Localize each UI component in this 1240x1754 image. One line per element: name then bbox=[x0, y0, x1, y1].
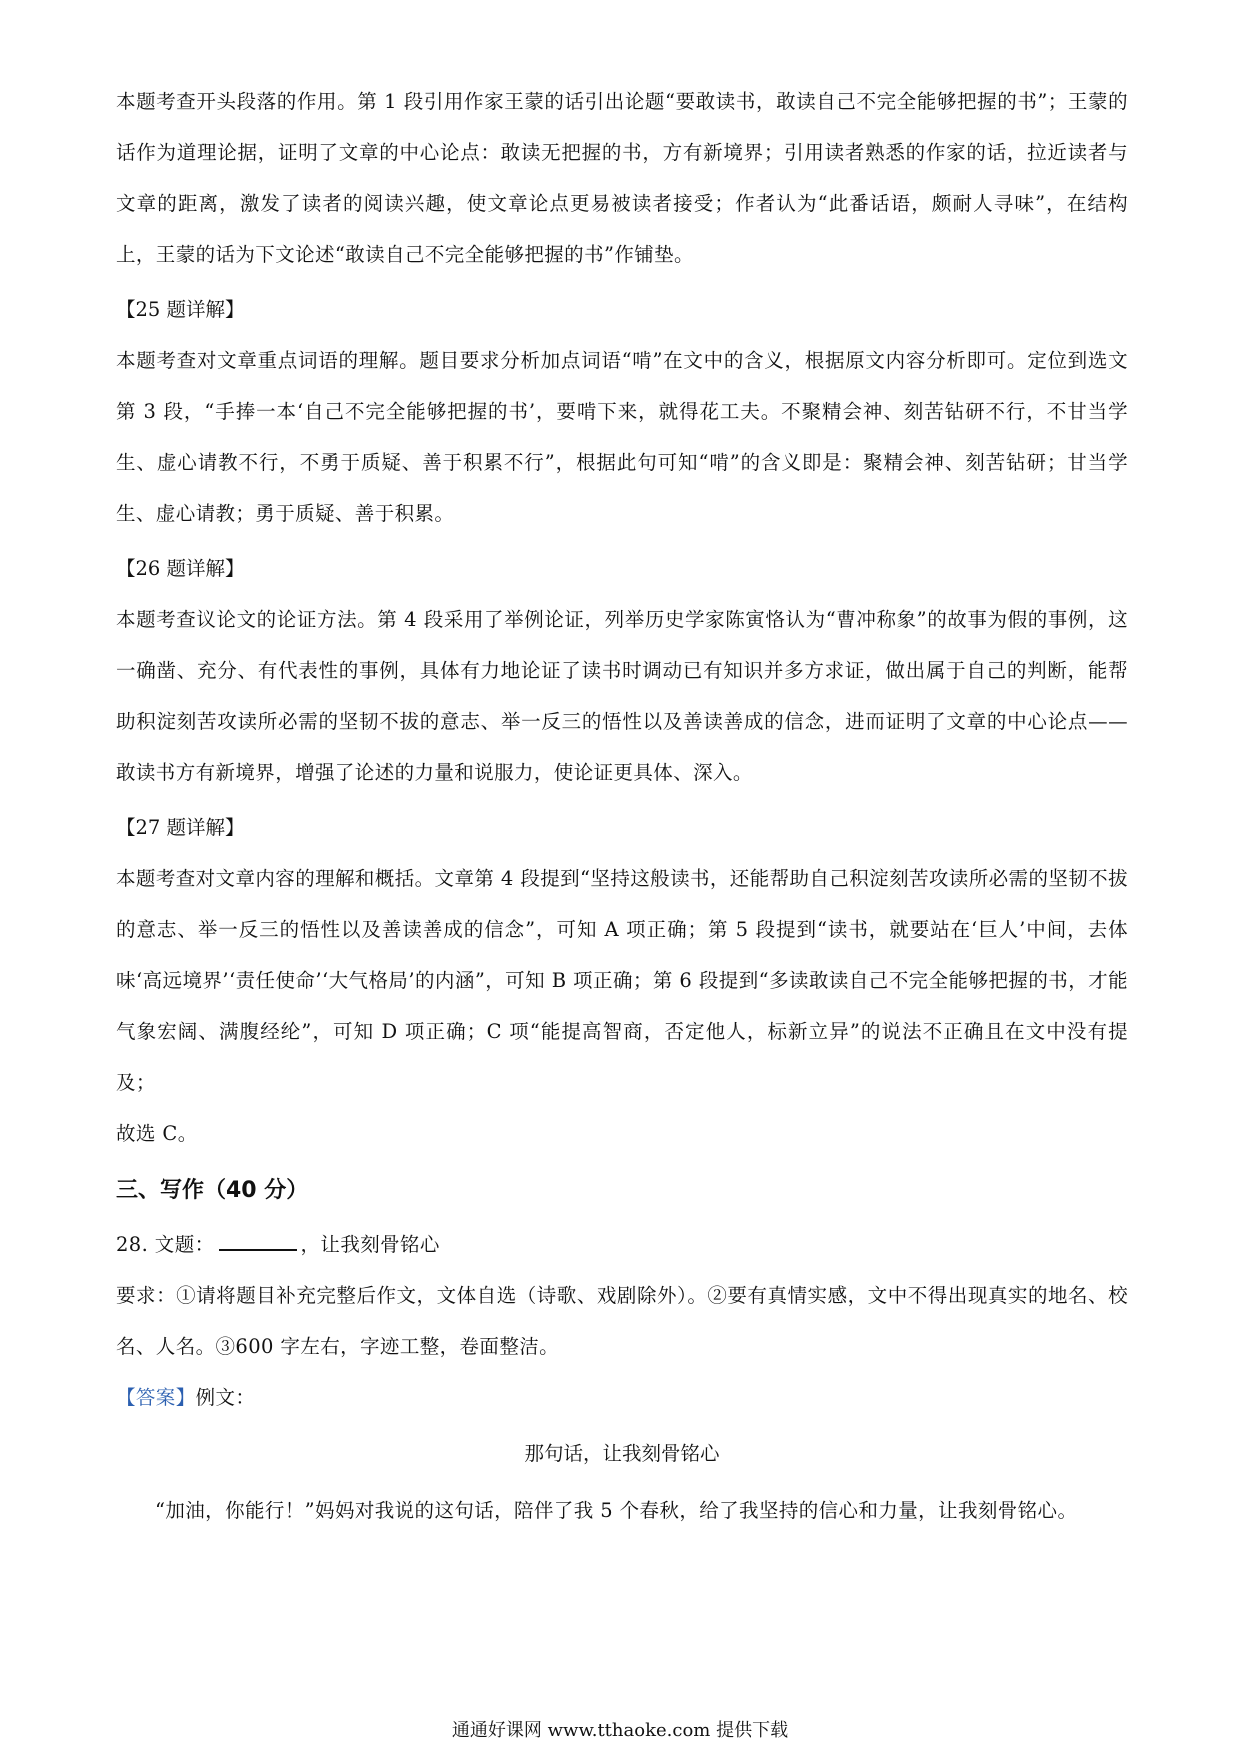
heading-q27: 【27 题详解】 bbox=[116, 816, 245, 839]
answer-line bbox=[116, 1372, 1128, 1423]
question-28 bbox=[116, 1219, 1128, 1270]
paragraph-q27-conclusion: 故选 C。 bbox=[116, 1122, 198, 1145]
essay-paragraph-1: “加油，你能行！”妈妈对我说的这句话，陪伴了我 5 个春秋，给了我坚持的信心和力量，让我刻骨铭心。 bbox=[155, 1499, 1078, 1522]
paragraph-q25-analysis: 本题考查对文章重点词语的理解。题目要求分析加点词语“啃”在文中的含义，根据原文内容分析即可。定位到选文第 3 段，“手捧一本‘自己不完全能够把握的书’，要啃下来，就得花工夫。不聚精会神、刻苦钻研不行，不甘当学生、虚心请教不行，不勇于质疑、善于积累不行”，根据此句可知“啃”的含义即是：聚精会神、刻苦钻研；甘当学生、虚心请教；勇于质疑、善于积累。 bbox=[116, 349, 1128, 525]
answer-label: 例文： bbox=[195, 1386, 256, 1409]
answer-tag: 【答案】 bbox=[116, 1386, 196, 1409]
paragraph-q27-analysis: 本题考查对文章内容的理解和概括。文章第 4 段提到“坚持这般读书，还能帮助自己积淀刻苦攻读所必需的坚韧不拔的意志、举一反三的悟性以及善读善成的信念”，可知 A 项正确；第 5 段提到“读书，就要站在‘巨人’中间，去体味‘高远境界’‘责任使命’‘大气格局’的内涵”，可知 B 项正确；第 6 段提到“多读敢读自己不完全能够把握的书，才能气象宏阔、满腹经纶”，可知 D 项正确；C 项“能提高智商，否定他人，标新立异”的说法不正确且在文中没有提及； bbox=[116, 867, 1128, 1094]
paragraph-q24-analysis: 本题考查开头段落的作用。第 1 段引用作家王蒙的话引出论题“要敢读书，敢读自己不完全能够把握的书”；王蒙的话作为道理论据，证明了文章的中心论点：敢读无把握的书，方有新境界；引用读者熟悉的作家的话，拉近读者与文章的距离，激发了读者的阅读兴趣，使文章论点更易被读者接受；作者认为“此番话语，颇耐人寻味”，在结构上，王蒙的话为下文论述“敢读自己不完全能够把握的书”作铺垫。 bbox=[116, 90, 1128, 266]
page-footer: 通通好课网 www.tthaoke.com 提供下载 bbox=[451, 1720, 789, 1741]
essay-title: 那句话，让我刻骨铭心 bbox=[524, 1442, 720, 1465]
heading-q26: 【26 题详解】 bbox=[116, 557, 245, 580]
heading-q25: 【25 题详解】 bbox=[116, 298, 245, 321]
writing-requirements: 要求：①请将题目补充完整后作文，文体自选（诗歌、戏剧除外）。②要有真情实感，文中不得出现真实的地名、校名、人名。③600 字左右，字迹工整，卷面整洁。 bbox=[116, 1284, 1128, 1358]
document-body bbox=[116, 76, 1128, 1536]
section-title-writing: 三、写作（40 分） bbox=[116, 1178, 309, 1203]
question-28-prefix: 28. 文题： bbox=[116, 1233, 215, 1256]
fill-in-blank bbox=[219, 1231, 297, 1251]
question-28-suffix: ，让我刻骨铭心 bbox=[300, 1233, 440, 1256]
paragraph-q26-analysis: 本题考查议论文的论证方法。第 4 段采用了举例论证，列举历史学家陈寅恪认为“曹冲称象”的故事为假的事例，这一确凿、充分、有代表性的事例，具体有力地论证了读书时调动已有知识并多方求证，做出属于自己的判断，能帮助积淀刻苦攻读所必需的坚韧不拔的意志、举一反三的悟性以及善读善成的信念，进而证明了文章的中心论点——敢读书方有新境界，增强了论述的力量和说服力，使论证更具体、深入。 bbox=[116, 608, 1128, 784]
